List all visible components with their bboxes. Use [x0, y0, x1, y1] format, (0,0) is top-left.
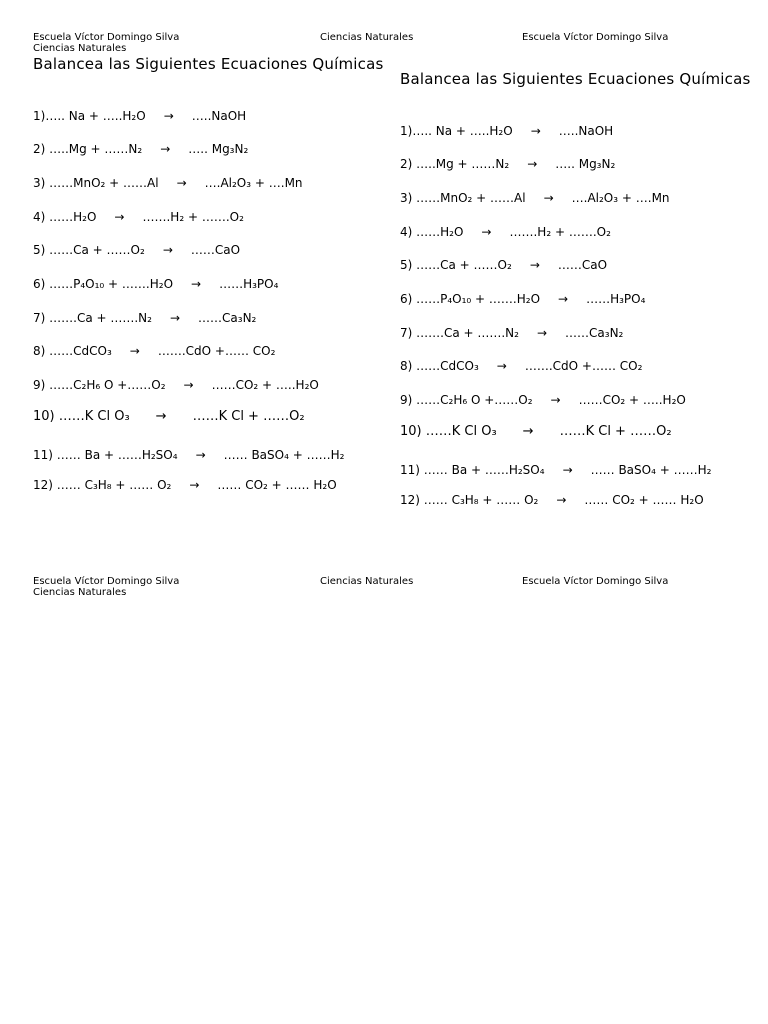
equation-reactants: 1)….. Na + …..H₂O [400, 124, 513, 138]
equation-products: ……K Cl + ……O₂ [192, 409, 305, 424]
reaction-arrow: → [160, 142, 171, 156]
equation-row [33, 448, 344, 462]
equation-reactants: 2) …..Mg + ……N₂ [400, 157, 510, 171]
equation-reactants: 4) ……H₂O [400, 225, 464, 239]
worksheet-title: Balancea las Siguientes Ecuaciones Químicas [33, 55, 384, 73]
equation-row [33, 311, 256, 325]
school-name-right: Escuela Víctor Domingo Silva [522, 32, 669, 43]
equation-row [400, 359, 642, 373]
equation-reactants: 12) …… C₃H₈ + …… O₂ [33, 478, 172, 492]
equation-products: …… BaSO₄ + ……H₂ [590, 463, 712, 477]
subject-name-center: Ciencias Naturales [320, 32, 414, 43]
equation-row [400, 191, 670, 205]
equation-row [33, 478, 337, 492]
reaction-arrow: → [527, 157, 538, 171]
equation-reactants: 2) …..Mg + ……N₂ [33, 142, 143, 156]
school-name-left: Escuela Víctor Domingo Silva [33, 32, 180, 43]
equation-products: …… CO₂ + …… H₂O [584, 493, 704, 507]
equation-products: ……Ca₃N₂ [565, 326, 624, 340]
equation-products: ……CaO [557, 258, 608, 272]
worksheet-right [400, 70, 755, 520]
equation-row [400, 463, 711, 477]
equation-row [33, 344, 275, 358]
reaction-arrow: → [163, 109, 174, 123]
reaction-arrow: → [189, 478, 200, 492]
equation-row [33, 210, 244, 224]
equation-reactants: 1)….. Na + …..H₂O [33, 109, 146, 123]
worksheet-title: Balancea las Siguientes Ecuaciones Químicas [400, 70, 751, 88]
equation-products: ……CO₂ + …..H₂O [578, 393, 686, 407]
reaction-arrow: → [522, 424, 534, 439]
equation-row [400, 493, 704, 507]
equation-reactants: 9) ……C₂H₆ O +……O₂ [400, 393, 533, 407]
equation-row [33, 378, 319, 392]
equation-products: …….CdO +…… CO₂ [524, 359, 643, 373]
equation-products: ……CaO [190, 243, 241, 257]
equation-reactants: 12) …… C₃H₈ + …… O₂ [400, 493, 539, 507]
equation-row [400, 124, 613, 138]
equation-products: …..NaOH [558, 124, 614, 138]
equation-reactants: 6) ……P₄O₁₀ + …….H₂O [400, 292, 541, 306]
reaction-arrow: → [162, 243, 173, 257]
reaction-arrow: → [558, 292, 569, 306]
equation-products: ……CO₂ + …..H₂O [211, 378, 319, 392]
reaction-arrow: → [155, 409, 167, 424]
reaction-arrow: → [183, 378, 194, 392]
equation-row [400, 425, 672, 439]
equation-reactants: 10) ……K Cl O₃ [400, 424, 497, 439]
equation-products: ……H₃PO₄ [219, 277, 279, 291]
equation-row [33, 109, 246, 123]
equation-products: ….. Mg₃N₂ [555, 157, 616, 171]
subject-name-left: Ciencias Naturales [33, 43, 127, 54]
equation-products: ….Al₂O₃ + ….Mn [571, 191, 670, 205]
equation-reactants: 7) …….Ca + …….N₂ [400, 326, 519, 340]
equation-reactants: 6) ……P₄O₁₀ + …….H₂O [33, 277, 174, 291]
reaction-arrow: → [536, 326, 548, 340]
equation-products: ……H₃PO₄ [586, 292, 646, 306]
equation-reactants: 10) ……K Cl O₃ [33, 409, 130, 424]
reaction-arrow: → [562, 463, 573, 477]
reaction-arrow: → [114, 210, 125, 224]
school-name-left: Escuela Víctor Domingo Silva [33, 576, 180, 587]
worksheet-left [33, 55, 388, 505]
equation-reactants: 5) ……Ca + ……O₂ [400, 258, 512, 272]
equation-reactants: 3) ……MnO₂ + ……Al [400, 191, 526, 205]
equation-products: …… BaSO₄ + ……H₂ [223, 448, 345, 462]
reaction-arrow: → [530, 124, 541, 138]
equation-row [400, 225, 611, 239]
reaction-arrow: → [169, 311, 181, 325]
equation-reactants: 9) ……C₂H₆ O +……O₂ [33, 378, 166, 392]
equation-row [33, 142, 248, 156]
equation-row [33, 243, 240, 257]
reaction-arrow: → [556, 493, 567, 507]
equation-row [400, 393, 686, 407]
equation-products: …..NaOH [191, 109, 247, 123]
reaction-arrow: → [496, 359, 507, 373]
equation-row [400, 157, 615, 171]
reaction-arrow: → [550, 393, 561, 407]
reaction-arrow: → [529, 258, 540, 272]
equation-row [400, 292, 645, 306]
reaction-arrow: → [129, 344, 140, 358]
subject-name-center: Ciencias Naturales [320, 576, 414, 587]
reaction-arrow: → [543, 191, 554, 205]
equation-reactants: 8) ……CdCO₃ [400, 359, 479, 373]
equation-products: ….. Mg₃N₂ [188, 142, 249, 156]
reaction-arrow: → [176, 176, 187, 190]
equation-reactants: 5) ……Ca + ……O₂ [33, 243, 145, 257]
equation-products: ……Ca₃N₂ [198, 311, 257, 325]
equation-products: …….H₂ + …….O₂ [142, 210, 244, 224]
reaction-arrow: → [195, 448, 206, 462]
equation-products: ….Al₂O₃ + ….Mn [204, 176, 303, 190]
reaction-arrow: → [191, 277, 202, 291]
equation-row [400, 326, 623, 340]
equation-reactants: 4) ……H₂O [33, 210, 97, 224]
reaction-arrow: → [481, 225, 492, 239]
equation-row [33, 277, 278, 291]
equation-products: …….CdO +…… CO₂ [157, 344, 276, 358]
subject-name-left: Ciencias Naturales [33, 587, 127, 598]
equation-row [33, 410, 305, 424]
equation-products: …… CO₂ + …… H₂O [217, 478, 337, 492]
equation-row [400, 258, 607, 272]
equation-products: ……K Cl + ……O₂ [559, 424, 672, 439]
equation-reactants: 7) …….Ca + …….N₂ [33, 311, 152, 325]
equation-reactants: 3) ……MnO₂ + ……Al [33, 176, 159, 190]
school-name-right: Escuela Víctor Domingo Silva [522, 576, 669, 587]
equation-products: …….H₂ + …….O₂ [509, 225, 611, 239]
equation-reactants: 8) ……CdCO₃ [33, 344, 112, 358]
equation-row [33, 176, 303, 190]
equation-reactants: 11) …… Ba + ……H₂SO₄ [400, 463, 545, 477]
equation-reactants: 11) …… Ba + ……H₂SO₄ [33, 448, 178, 462]
